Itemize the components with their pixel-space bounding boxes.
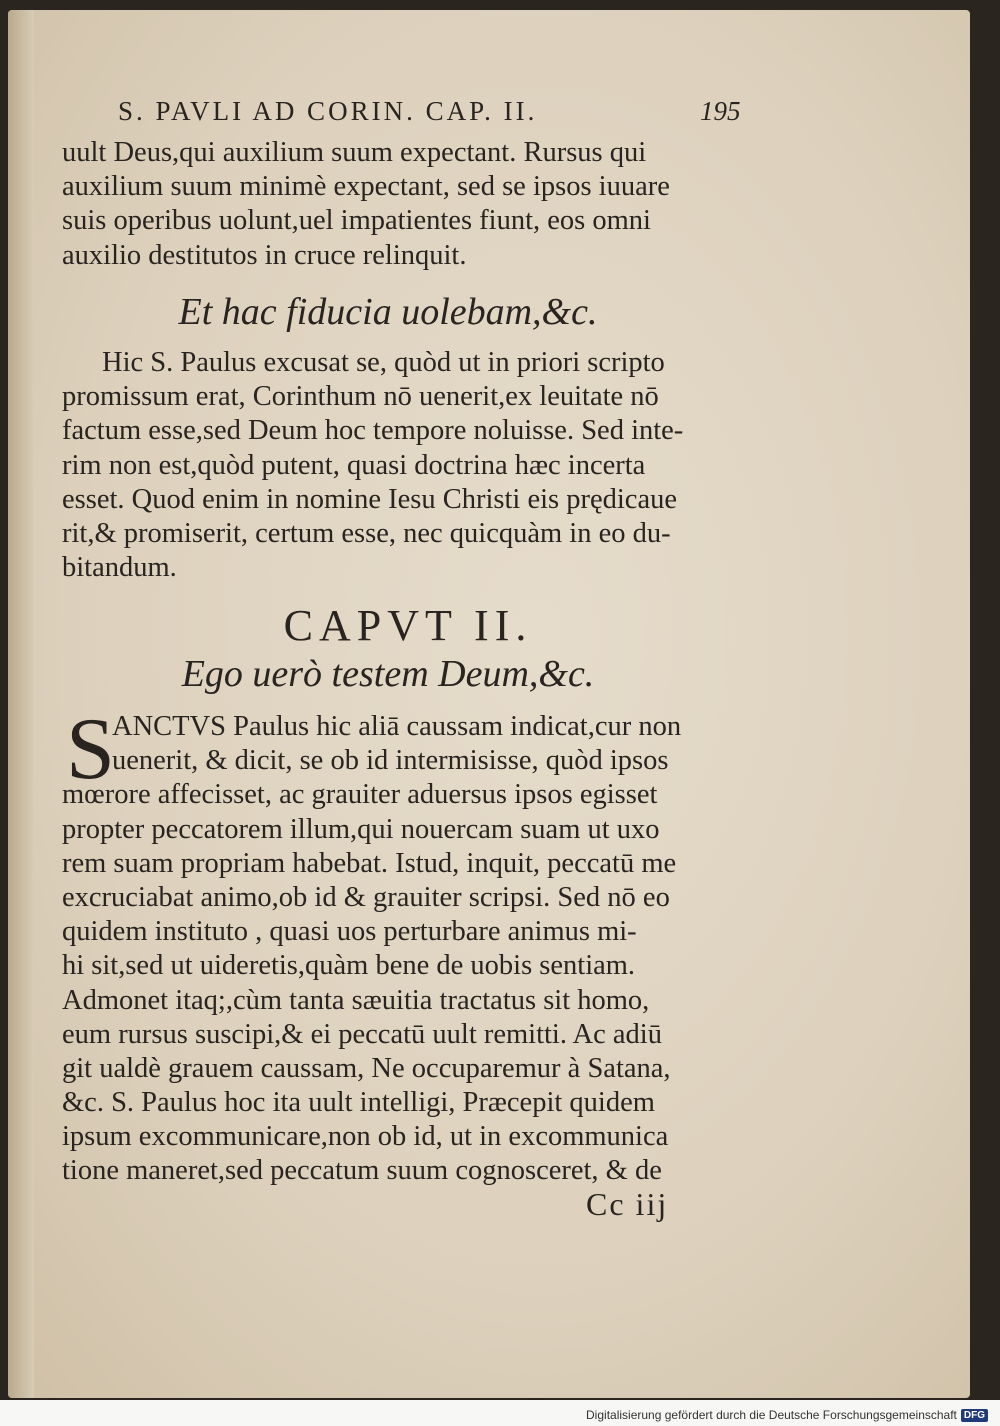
text-line: auxilium suum minimè expectant, sed se ipsos iuuare — [62, 171, 670, 203]
continued-paragraph — [62, 136, 752, 273]
text-line: uenerit, & dicit, se ob id intermisisse, quòd ipsos — [112, 745, 669, 777]
text-line: mœrore affecisset, ac grauiter aduersus ipsos egisset — [62, 779, 658, 811]
text-line: excruciabat animo,ob id & grauiter scripsi. Sed nō eo — [62, 881, 670, 913]
text-line: tione maneret,sed peccatum suum cognosceret, & de — [62, 1155, 662, 1187]
drop-cap: S — [66, 701, 115, 798]
text-line: eum rursus suscipi,& ei peccatū uult remitti. Ac adiū — [62, 1018, 662, 1050]
page-edge — [8, 10, 34, 1398]
text-line: rim non est,quòd putent, quasi doctrina hæc incerta — [62, 449, 646, 481]
text-line: auxilio destitutos in cruce relinquit. — [62, 239, 467, 271]
text-line: &c. S. Paulus hoc ita uult intelligi, Præcepit quidem — [62, 1087, 655, 1119]
paragraph — [62, 778, 752, 1188]
signature-mark: Cc iij — [586, 1186, 669, 1222]
text-line: ipsum excommunicare,non ob id, ut in excommunica — [62, 1121, 669, 1153]
text-line: bitandum. — [62, 552, 177, 584]
text-line: Admonet itaq;,cùm tanta sæuitia tractatus sit homo, — [62, 984, 650, 1016]
page-number: 195 — [700, 96, 741, 126]
section-heading: Ego uerò testem Deum,&c. — [181, 653, 595, 695]
text-line: git ualdè grauem caussam, Ne occuparemur à Satana, — [62, 1052, 671, 1084]
book-page — [8, 10, 970, 1398]
paragraph-opening — [62, 710, 752, 778]
text-line: factum esse,sed Deum hoc tempore noluisse. Sed inte- — [62, 415, 684, 447]
running-head: S. PAVLI AD CORIN. CAP. II. — [118, 96, 538, 126]
text-line: ANCTVS Paulus hic aliā caussam indicat,cur non — [112, 711, 682, 742]
text-line: propter peccatorem illum,qui nouercam suam ut uxo — [62, 813, 660, 845]
dfg-logo: DFG — [961, 1409, 988, 1422]
footer-credit-text: Digitalisierung gefördert durch die Deutsche Forschungsgemeinschaft — [586, 1408, 957, 1422]
paragraph — [62, 346, 752, 585]
text-line: esset. Quod enim in nomine Iesu Christi eis prędicaue — [62, 483, 677, 515]
text-line: suis operibus uolunt,uel impatientes fiunt, eos omni — [62, 205, 651, 237]
text-line: rit,& promiserit, certum esse, nec quicquàm in eo du- — [62, 517, 671, 549]
text-line: hi sit,sed ut uideretis,quàm bene de uobis sentiam. — [62, 950, 636, 982]
text-line: rem suam propriam habebat. Istud, inquit, peccatū me — [62, 847, 677, 879]
text-line: quidem instituto , quasi uos perturbare animus mi- — [62, 916, 637, 948]
text-line: promissum erat, Corinthum nō uenerit,ex leuitate nō — [62, 381, 659, 413]
footer-credit — [586, 1408, 988, 1422]
chapter-title: CAPVT II. — [283, 601, 533, 650]
text-line: Hic S. Paulus excusat se, quòd ut in priori scripto — [102, 347, 665, 378]
text-line: uult Deus,qui auxilium suum expectant. Rursus qui — [62, 137, 647, 168]
section-heading: Et hac fiducia uolebam,&c. — [178, 291, 598, 333]
